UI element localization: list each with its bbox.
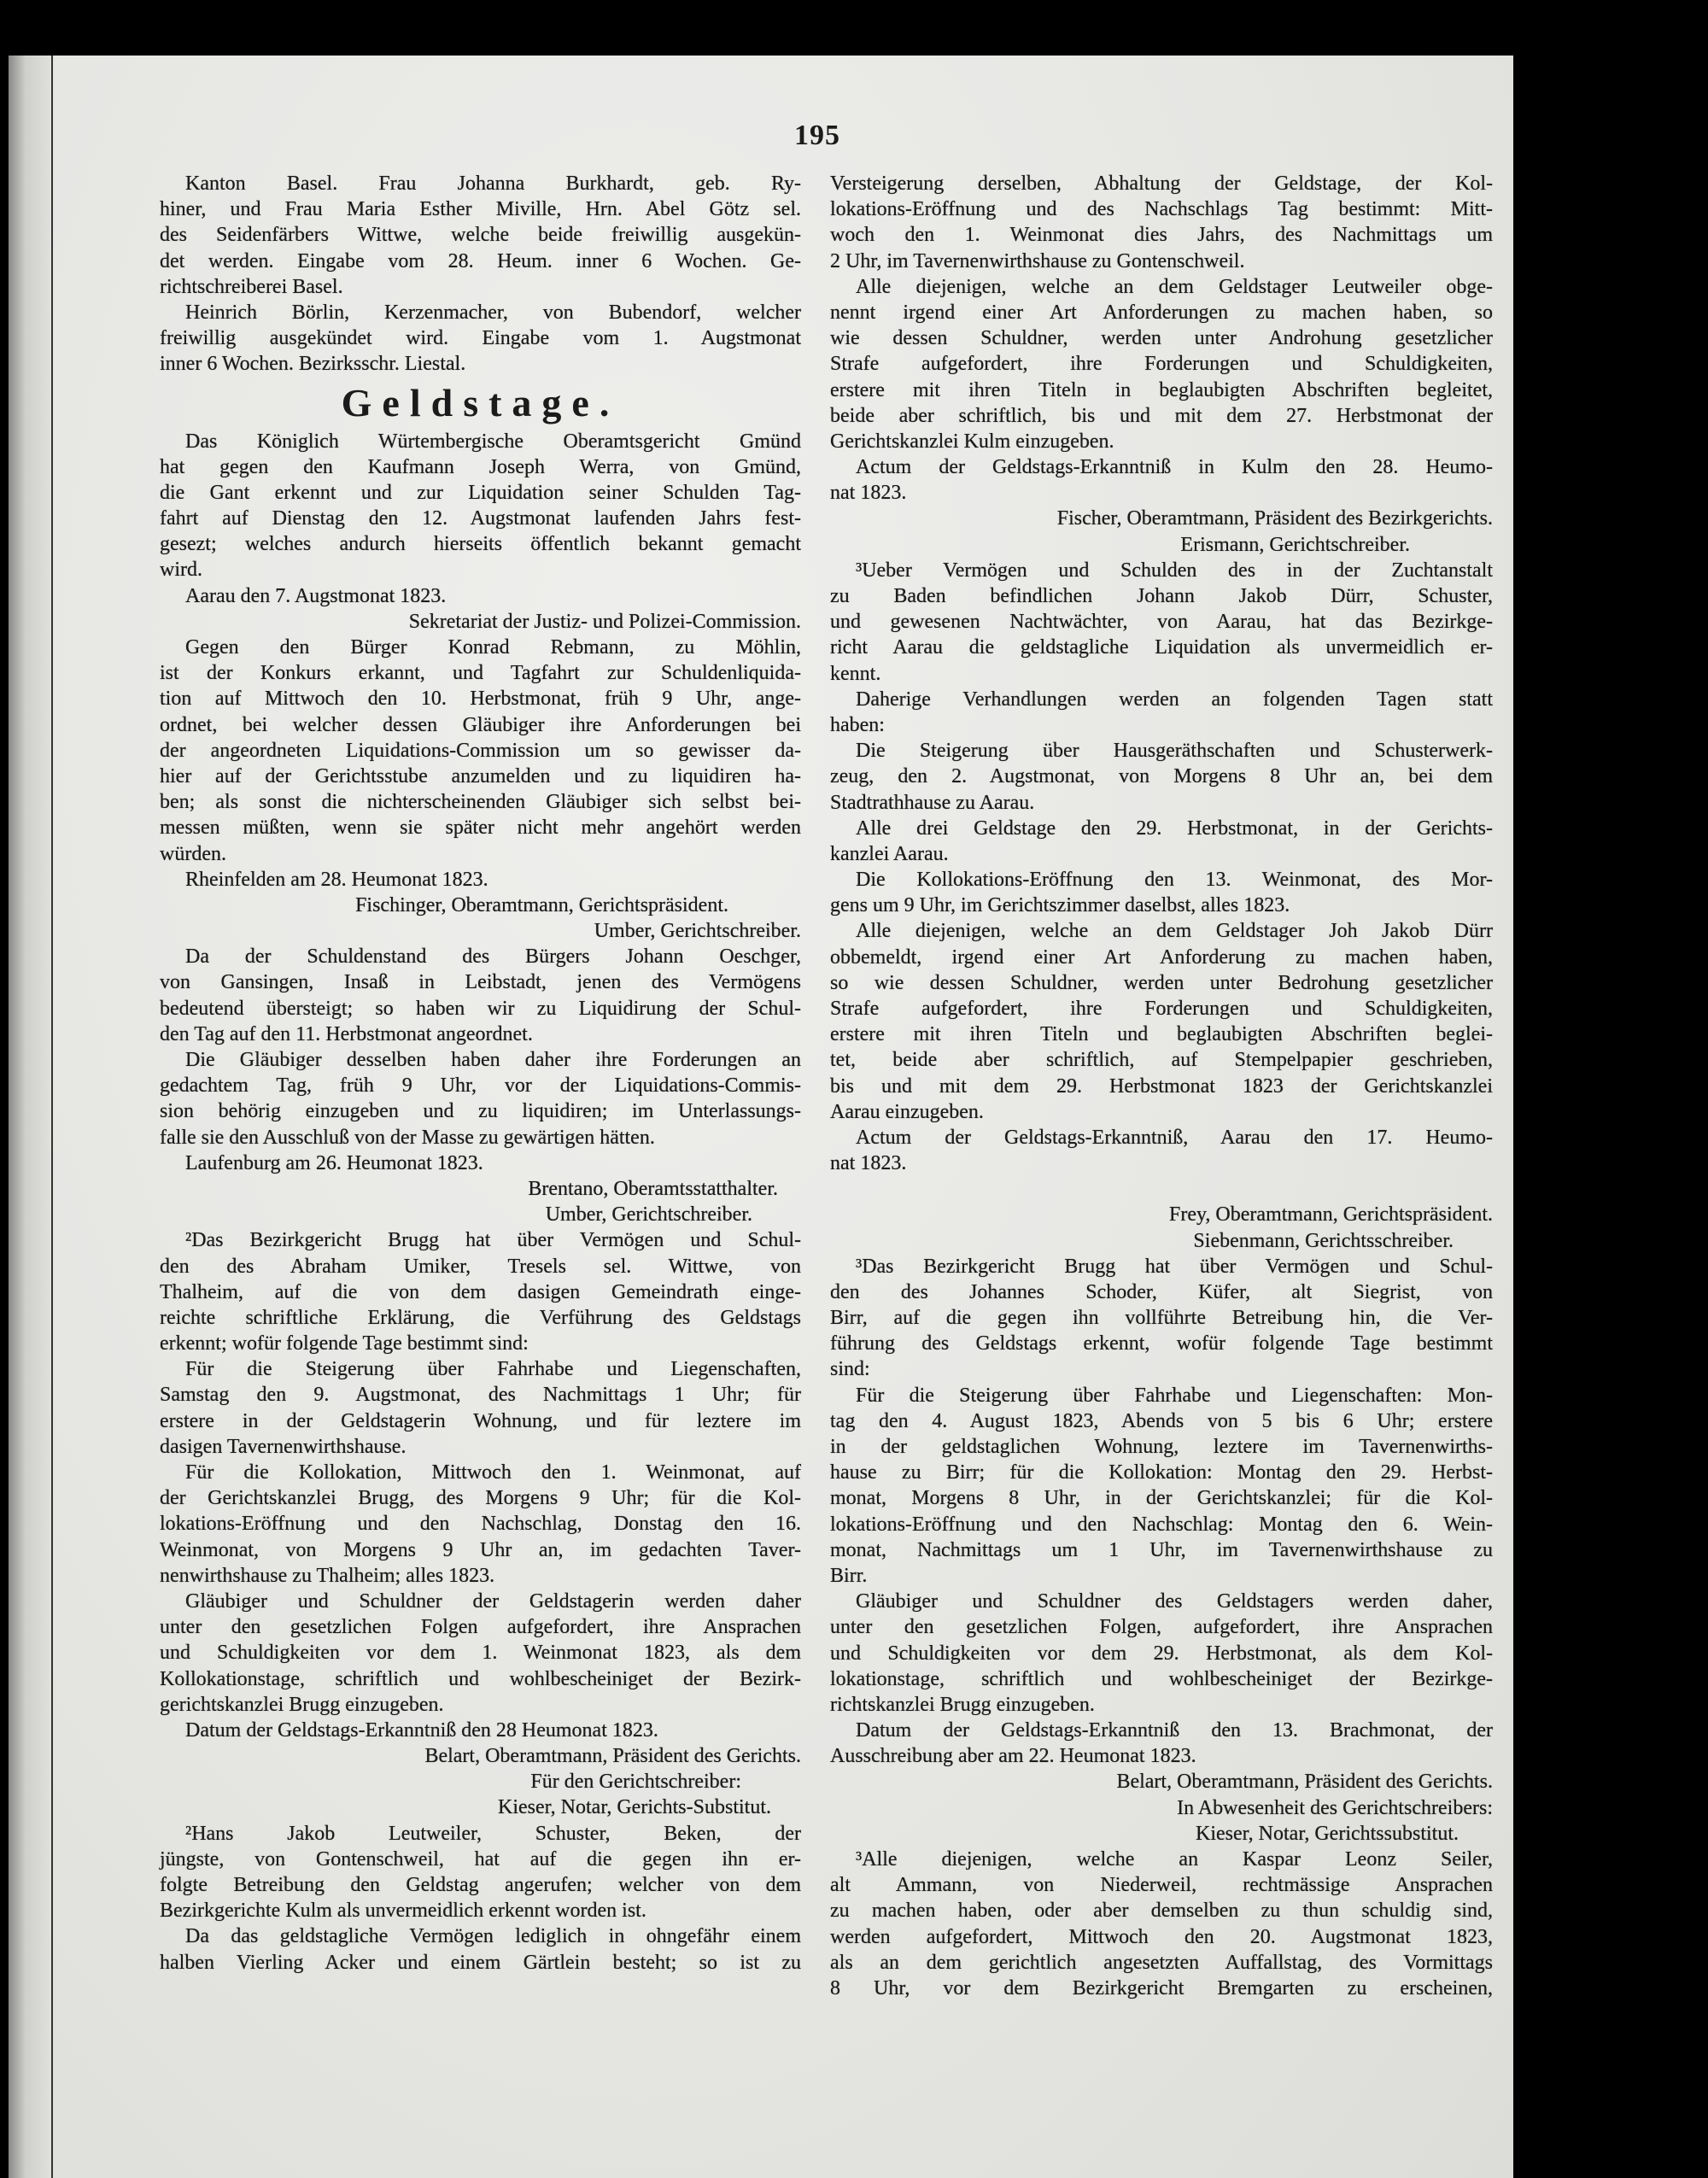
text-line: Umber, Gerichtschreiber. [545, 1203, 752, 1227]
text-line: fahrt auf Dienstag den 12. Augstmonat laufenden Jahrs fest- [160, 507, 801, 530]
text-line: unter den gesetzlichen Folgen, aufgefordert, ihre Ansprachen [830, 1616, 1493, 1639]
text-line: unter den gesetzlichen Folgen aufgefordert, ihre Ansprachen [160, 1616, 801, 1639]
text-line: tag den 4. August 1823, Abends von 5 bis 6 Uhr; erstere [830, 1409, 1493, 1432]
text-line: in der geldstaglichen Wohnung, leztere im Tavernenwirths- [830, 1436, 1493, 1458]
text-line: Für die Steigerung über Fahrhabe und Liegenschaften: Mon- [856, 1384, 1493, 1407]
text-line: Fischinger, Oberamtmann, Gerichtspräsident. [355, 893, 728, 916]
paragraph [830, 454, 1493, 506]
text-line: lokations-Eröffnung und den Nachschlag: Montag den 6. Wein- [830, 1513, 1493, 1536]
text-line: sion behörig einzugeben und zu liquidiren; im Unterlassungs- [160, 1100, 801, 1123]
text-line: Frey, Oberamtmann, Gerichtspräsident. [1169, 1203, 1493, 1227]
text-line: lokationstage, schriftlich und wohlbescheiniget der Bezirkge- [830, 1667, 1493, 1690]
signature [830, 1769, 1493, 1795]
text-line: zu Baden befindlichen Johann Jakob Dürr, Schuster, [830, 585, 1493, 607]
text-line: messen müßten, wenn sie später nicht mehr angehört werden [160, 817, 801, 840]
signature [160, 918, 801, 944]
signature [160, 1202, 801, 1227]
text-line: erstere mit ihren Titeln in beglaubigten Abschriften begleitet, [830, 378, 1493, 401]
text-line: der Gerichtskanzlei Brugg, des Morgens 9 Uhr; für die Kol- [160, 1487, 801, 1510]
signature [830, 506, 1493, 531]
text-line: folgte Betreibung den Geldstag angerufen; welcher von dem [160, 1874, 801, 1896]
signature [160, 1743, 801, 1769]
text-line: den des Abraham Umiker, Tresels sel. Wittwe, von [160, 1255, 801, 1278]
signature [160, 893, 801, 918]
text-line: Belart, Oberamtmann, Präsident des Gerichts. [1116, 1771, 1493, 1794]
signature [830, 1821, 1493, 1847]
paragraph [830, 1847, 1493, 2001]
text-line: obbemeldt, irgend einer Art Anforderung zu machen haben, [830, 946, 1493, 969]
text-line: monat, Nachmittags um 1 Uhr, im Tavernenwirthshause zu [830, 1538, 1493, 1561]
text-line: hat gegen den Kaufmann Joseph Werra, von Gmünd, [160, 455, 801, 478]
text-line: werden aufgefordert, Mittwoch den 20. Augstmonat 1823, [830, 1925, 1493, 1948]
text-line: Strafe aufgefordert, ihre Forderungen und Schuldigkeiten, [830, 998, 1493, 1020]
paragraph [830, 738, 1493, 816]
text-line: Daherige Verhandlungen werden an folgenden Tagen statt [856, 688, 1493, 711]
text-line: Kieser, Notar, Gerichts-Substitut. [497, 1796, 771, 1819]
paragraph [830, 171, 1493, 274]
text-line: Alle drei Geldstage den 29. Herbstmonat, in der Gerichts- [856, 817, 1493, 840]
text-line: Brentano, Oberamtsstatthalter. [528, 1177, 778, 1200]
dateline [160, 867, 801, 893]
text-line: gesezt; welches andurch hierseits öffentlich bekannt gemacht [160, 533, 801, 556]
paragraph [160, 1047, 801, 1150]
signature [830, 1202, 1493, 1227]
text-line: Actum der Geldstags-Erkanntniß in Kulm den 28. Heumo- [856, 456, 1493, 479]
paragraph [160, 1923, 801, 1975]
text-line: hause zu Birr; für die Kollokation: Montag den 29. Herbst- [830, 1461, 1493, 1484]
text-line: die Gant erkennt und zur Liquidation seiner Schulden Tag- [160, 481, 801, 504]
text-line: zeug, den 2. Augstmonat, von Morgens 8 Uhr an, bei dem [830, 765, 1493, 788]
text-line: ³Ueber Vermögen und Schulden des in der Zuchtanstalt [856, 559, 1493, 582]
text-line: Siebenmann, Gerichtsschreiber. [1193, 1229, 1454, 1252]
paragraph [160, 300, 801, 378]
text-line: zu machen haben, oder aber demselben zu thun schuldig sind, [830, 1900, 1493, 1923]
signature [160, 1176, 801, 1202]
text-line: tion auf Mittwoch den 10. Herbstmonat, früh 9 Uhr, ange- [160, 688, 801, 711]
text-line: wird. [160, 559, 202, 582]
text-line: den des Johannes Schoder, Küfer, alt Siegrist, von [830, 1280, 1493, 1303]
text-line: hier auf der Gerichtsstube anzumelden und zu liquidiren ha- [160, 764, 801, 787]
text-line: Aarau den 7. Augstmonat 1823. [185, 584, 447, 607]
text-line: Die Kollokations-Eröffnung den 13. Weinmonat, des Mor- [856, 869, 1493, 892]
paragraph [830, 687, 1493, 738]
text-line: kennt. [830, 662, 881, 685]
text-line: Kanton Basel. Frau Johanna Burkhardt, geb. Ry- [185, 173, 801, 195]
text-line: tet, beide aber schriftlich, auf Stempelpapier geschrieben, [830, 1049, 1493, 1072]
text-line: Kieser, Notar, Gerichtssubstitut. [1195, 1822, 1459, 1845]
text-line: erstere in der Geldstagerin Wohnung, und für leztere im [160, 1409, 801, 1432]
page-number: 195 [794, 120, 840, 151]
text-line: jüngste, von Gontenschweil, hat auf die gegen ihn er- [160, 1847, 801, 1871]
text-line: Die Gläubiger desselben haben daher ihre Forderungen an [185, 1049, 801, 1071]
text-line: als an dem gerichtlich angesetzten Auffallstag, des Vormittags [830, 1951, 1493, 1974]
text-line: den Tag auf den 11. Herbstmonat angeordnet. [160, 1022, 533, 1045]
text-line: dasigen Tavernenwirthshause. [160, 1435, 407, 1458]
text-line: det werden. Eingabe vom 28. Heum. inner 6 Wochen. Ge- [160, 249, 801, 272]
paragraph [830, 918, 1493, 1125]
text-line: gens um 9 Uhr, im Gerichtszimmer daselbst, alles 1823. [830, 894, 1290, 917]
text-line: von Gansingen, Insaß in Leibstadt, jenen des Vermögens [160, 971, 801, 994]
text-line: ³Alle diejenigen, welche an Kaspar Leonz Seiler, [856, 1848, 1493, 1871]
paragraph [160, 1227, 801, 1356]
text-line: ²Hans Jakob Leutweiler, Schuster, Beken, der [185, 1822, 801, 1845]
text-line: würden. [160, 842, 226, 865]
section-heading [160, 378, 801, 429]
text-line: Birr. [830, 1564, 868, 1587]
text-line: Bezirkgerichte Kulm als unvermeidlich erkennt worden ist. [160, 1900, 646, 1923]
paragraph [830, 274, 1493, 454]
text-line: haben: [830, 713, 885, 736]
paragraph [830, 1125, 1493, 1176]
text-line: nat 1823. [830, 482, 907, 505]
paragraph [160, 429, 801, 583]
right-column [830, 171, 1493, 2001]
text-line: Da der Schuldenstand des Bürgers Johann Oeschger, [185, 946, 801, 969]
text-line: Strafe aufgefordert, ihre Forderungen und Schuldigkeiten, [830, 353, 1493, 376]
text-line: Da das geldstagliche Vermögen lediglich in ohngefähr einem [185, 1925, 801, 1948]
signature [160, 1769, 801, 1795]
paragraph [830, 816, 1493, 867]
paragraph [160, 1589, 801, 1718]
paragraph [830, 558, 1493, 687]
text-line: lokations-Eröffnung und den Nachschlag, Donstag den 16. [160, 1513, 801, 1536]
text-line: Alle diejenigen, welche an dem Geldstager Leutweiler obge- [856, 275, 1493, 298]
text-line: Die Steigerung über Hausgeräthschaften und Schusterwerk- [856, 740, 1493, 763]
text-line: alt Ammann, von Niederweil, rechtmässige Ansprachen [830, 1874, 1493, 1897]
text-line: Umber, Gerichtschreiber. [594, 920, 801, 943]
text-line: Für den Gerichtschreiber: [530, 1771, 741, 1794]
text-line: Rheinfelden am 28. Heumonat 1823. [185, 868, 488, 891]
paragraph [160, 1821, 801, 1924]
text-line: Actum der Geldstags-Erkanntniß, Aarau den 17. Heumo- [856, 1126, 1493, 1149]
signature [830, 1795, 1493, 1821]
text-line: nenwirthshause zu Thalheim; alles 1823. [160, 1564, 495, 1587]
text-line: und gewesenen Nachtwächter, von Aarau, hat das Bezirkge- [830, 611, 1493, 634]
text-line: nat 1823. [830, 1152, 907, 1175]
text-line: monat, Morgens 8 Uhr, in der Gerichtskanzlei; für die Kol- [830, 1487, 1493, 1510]
text-line: 8 Uhr, vor dem Bezirkgericht Bremgarten zu erscheinen, [830, 1976, 1493, 1999]
text-line: ist der Konkurs erkannt, und Tagfahrt zur Schuldenliquida- [160, 662, 801, 685]
text-line: Ausschreibung aber am 22. Heumonat 1823. [830, 1745, 1196, 1768]
text-line: Samstag den 9. Augstmonat, des Nachmittags 1 Uhr; für [160, 1384, 801, 1407]
text-line: sind: [830, 1358, 870, 1381]
dateline [160, 1718, 801, 1743]
text-line: lokations-Eröffnung und des Nachschlags Tag bestimmt: Mitt- [830, 198, 1493, 221]
text-line: bedeutend übersteigt; so haben wir zu Liquidirung der Schul- [160, 997, 801, 1020]
left-column [160, 171, 801, 1976]
text-line: Sekretariat der Justiz- und Polizei-Commission. [408, 610, 801, 633]
text-line: bis und mit dem 29. Herbstmonat 1823 der Gerichtskanzlei [830, 1074, 1493, 1098]
text-line: Für die Kollokation, Mittwoch den 1. Weinmonat, auf [185, 1461, 801, 1484]
paragraph [160, 944, 801, 1047]
text-line: Datum der Geldstags-Erkanntniß den 28 Heumonat 1823. [185, 1718, 658, 1742]
text-line: Das Königlich Würtembergische Oberamtsgericht Gmünd [185, 430, 801, 453]
text-line: der angeordneten Liquidations-Commission um so gewisser da- [160, 739, 801, 762]
text-line: ordnet, bei welcher dessen Gläubiger ihre Anforderungen bei [160, 713, 801, 736]
text-line: Erismann, Gerichtschreiber. [1180, 533, 1410, 556]
text-line: Belart, Oberamtmann, Präsident des Gerichts. [424, 1745, 801, 1768]
paragraph [830, 867, 1493, 918]
text-line: Laufenburg am 26. Heumonat 1823. [185, 1151, 483, 1174]
text-line: Gegen den Bürger Konrad Rebmann, zu Möhlin, [185, 636, 801, 659]
paragraph [830, 1718, 1493, 1769]
text-line: und Schuldigkeiten vor dem 29. Herbstmonat, als dem Kol- [830, 1642, 1493, 1665]
text-line: woch den 1. Weinmonat dies Jahrs, des Nachmittags um [830, 224, 1493, 247]
text-line: Stadtrathhause zu Aarau. [830, 791, 1035, 814]
text-line: beide aber schriftlich, bis und mit dem 27. Herbstmonat der [830, 404, 1493, 427]
text-line: gerichtskanzlei Brugg einzugeben. [160, 1693, 444, 1716]
paragraph [160, 1460, 801, 1589]
text-line: richtskanzlei Brugg einzugeben. [830, 1693, 1095, 1716]
text-line: und Schuldigkeiten vor dem 1. Weinmonat 1823, als dem [160, 1642, 801, 1665]
text-line: richtschreiberei Basel. [160, 275, 343, 298]
signature [830, 1228, 1493, 1254]
text-line: Versteigerung derselben, Abhaltung der Geldstage, der Kol- [830, 173, 1493, 195]
text-line: Heinrich Börlin, Kerzenmacher, von Bubendorf, welcher [185, 301, 801, 324]
text-line: ben; als sonst die nichterscheinenden Gläubiger sich selbst bei- [160, 791, 801, 814]
paragraph [830, 1254, 1493, 1383]
text-line: Aarau einzugeben. [830, 1100, 984, 1123]
text-line: falle sie den Ausschluß von der Masse zu gewärtigen hätten. [160, 1126, 655, 1149]
paragraph [160, 1356, 801, 1460]
text-line: In Abwesenheit des Gerichtschreibers: [1177, 1796, 1493, 1819]
dateline [160, 583, 801, 609]
paragraph [160, 635, 801, 867]
text-line: so wie dessen Schuldner, werden unter Bedrohung gesetzlicher [830, 971, 1493, 994]
paragraph [160, 171, 801, 300]
text-line: Gläubiger und Schuldner der Geldstagerin werden daher [185, 1590, 801, 1613]
text-line: Alle diejenigen, welche an dem Geldstager Joh Jakob Dürr [856, 920, 1493, 943]
text-line: reichte schriftliche Erklärung, die Verführung des Geldstags [160, 1306, 801, 1329]
paragraph [830, 1383, 1493, 1590]
text-line: hiner, und Frau Maria Esther Miville, Hrn. Abel Götz sel. [160, 198, 801, 221]
text-line: ³Das Bezirkgericht Brugg hat über Vermögen und Schul- [856, 1255, 1493, 1278]
text-line: Gerichtskanzlei Kulm einzugeben. [830, 430, 1114, 453]
text-line: erkennt; wofür folgende Tage bestimmt sind: [160, 1332, 529, 1355]
text-line: Gläubiger und Schuldner des Geldstagers werden daher, [856, 1590, 1493, 1613]
text-line: Datum der Geldstags-Erkanntniß den 13. Brachmonat, der [856, 1719, 1493, 1742]
heading-text: Geldstage. [341, 380, 620, 424]
text-line: Fischer, Oberamtmann, Präsident des Bezirkgerichts. [1056, 507, 1493, 530]
dateline [160, 1150, 801, 1176]
paragraph [830, 1589, 1493, 1718]
text-line: wie dessen Schuldner, werden unter Androhung gesetzlicher [830, 327, 1493, 350]
text-line: Weinmonat, von Morgens 9 Uhr an, im gedachten Taver- [160, 1538, 801, 1561]
text-line: richt Aarau die geldstagliche Liquidation als unvermeidlich er- [830, 636, 1493, 659]
text-line: inner 6 Wochen. Bezirksschr. Liestal. [160, 353, 466, 376]
text-line: halben Vierling Acker und einem Gärtlein besteht; so ist zu [160, 1951, 801, 1974]
text-line: Birr, auf die gegen ihn vollführte Betreibung hin, die Ver- [830, 1307, 1493, 1330]
text-line: kanzlei Aarau. [830, 842, 949, 865]
text-line: freiwillig ausgekündet wird. Eingabe vom 1. Augstmonat [160, 327, 801, 350]
text-line: Für die Steigerung über Fahrhabe und Liegenschaften, [185, 1358, 801, 1381]
text-line: führung des Geldstags erkennt, wofür folgende Tage bestimmt [830, 1332, 1493, 1355]
text-line: des Seidenfärbers Wittwe, welche beide freiwillig ausgekün- [160, 224, 801, 247]
text-line: erstere mit ihren Titeln und beglaubigten Abschriften beglei- [830, 1023, 1493, 1046]
text-line: nennt irgend einer Art Anforderungen zu machen haben, so [830, 301, 1493, 324]
text-line: 2 Uhr, im Tavernenwirthshause zu Gontenschweil. [830, 249, 1245, 272]
text-line: Thalheim, auf die von dem dasigen Gemeindrath einge- [160, 1280, 801, 1303]
signature [830, 532, 1493, 558]
text-line: ²Das Bezirkgericht Brugg hat über Vermögen und Schul- [185, 1229, 801, 1252]
signature [160, 609, 801, 635]
adjacent-page-edge [9, 56, 51, 2178]
signature [160, 1795, 801, 1820]
text-line: Kollokationstage, schriftlich und wohlbescheiniget der Bezirk- [160, 1667, 801, 1690]
text-line: gedachtem Tag, früh 9 Uhr, vor der Liquidations-Commis- [160, 1074, 801, 1098]
